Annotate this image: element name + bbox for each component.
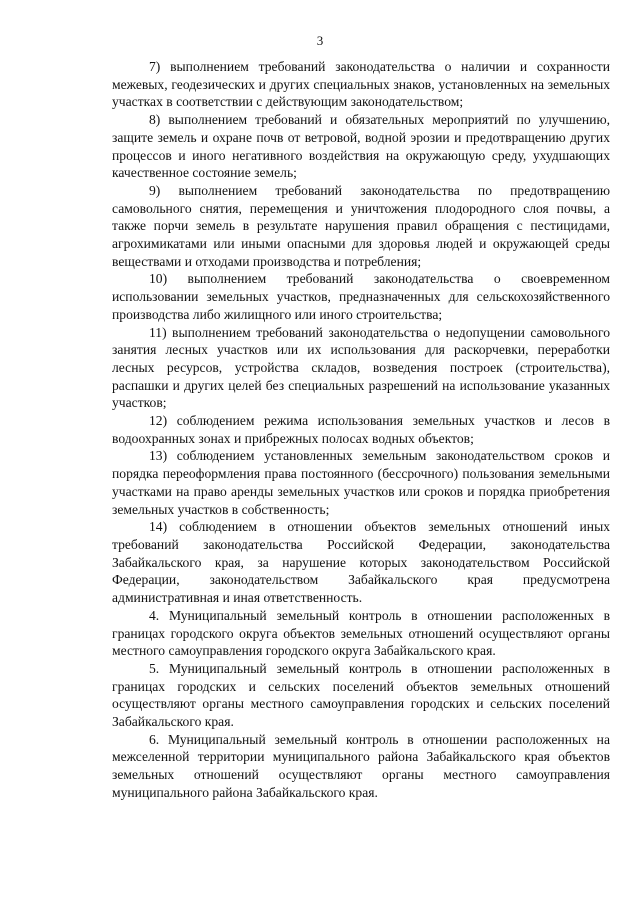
paragraph-item-9: 9) выполнением требований законодательства по предотвращению самовольного снятия, перемещения и уничтожения плодородного слоя почвы, а также порчи земель в результате нарушения правил обращения с пестицидами, агрохимикатами или иными опасными для здоровья людей и окружающей среды веществами и отходами производства и потребления; [112,182,610,269]
paragraph-item-13: 13) соблюдением установленных земельным законодательством сроков и порядка переоформления права постоянного (бессрочного) пользования земельными участками на право аренды земельных участков или сроков и порядка приобретения земельных участков в собственность; [112,448,610,517]
paragraph-section-5: 5. Муниципальный земельный контроль в отношении расположенных в границах городских и сельских поселений объектов земельных отношений осуществляют органы местного самоуправления городских и сельских поселений Забайкальского края. [112,660,610,730]
paragraph-section-4: 4. Муниципальный земельный контроль в отношении расположенных в границах городского округа объектов земельных отношений осуществляют органы местного самоуправления городского округа Забайкальского края. [112,607,610,659]
document-body [112,58,610,802]
paragraph-item-12: 12) соблюдением режима использования земельных участков и лесов в водоохранных зонах и прибрежных полосах водных объектов; [112,413,610,446]
paragraph-item-11: 11) выполнением требований законодательства о недопущении самовольного занятия лесных участков или их использования для раскорчевки, переработки лесных ресурсов, устройства складов, возведения построек (строительства), распашки и других целей без специальных разрешений на использование указанных участков; [112,324,610,411]
page-number: 3 [316,33,324,48]
paragraph-section-6: 6. Муниципальный земельный контроль в отношении расположенных на межселенной территории муниципального района Забайкальского края объектов земельных отношений осуществляют органы местного самоуправления муниципального района Забайкальского края. [112,731,610,800]
paragraph-item-7: 7) выполнением требований законодательства о наличии и сохранности межевых, геодезических и других специальных знаков, установленных на земельных участках в соответствии с действующим законодательством; [112,59,610,110]
paragraph-item-10: 10) выполнением требований законодательства о своевременном использовании земельных участков, предназначенных для сельскохозяйственного производства либо жилищного или иного строительства; [112,271,610,322]
paragraph-item-14: 14) соблюдением в отношении объектов земельных отношений иных требований законодательства Российской Федерации, законодательства Забайкальского края, за нарушение которых законодательством Российской Федерации, законодательством Забайкальского края предусмотрена административная и иная ответственность. [112,519,610,606]
paragraph-item-8: 8) выполнением требований и обязательных мероприятий по улучшению, защите земель и охране почв от ветровой, водной эрозии и предотвращению других процессов и иного негативного воздействия на окружающую среду, ухудшающих качественное состояние земель; [112,112,610,181]
